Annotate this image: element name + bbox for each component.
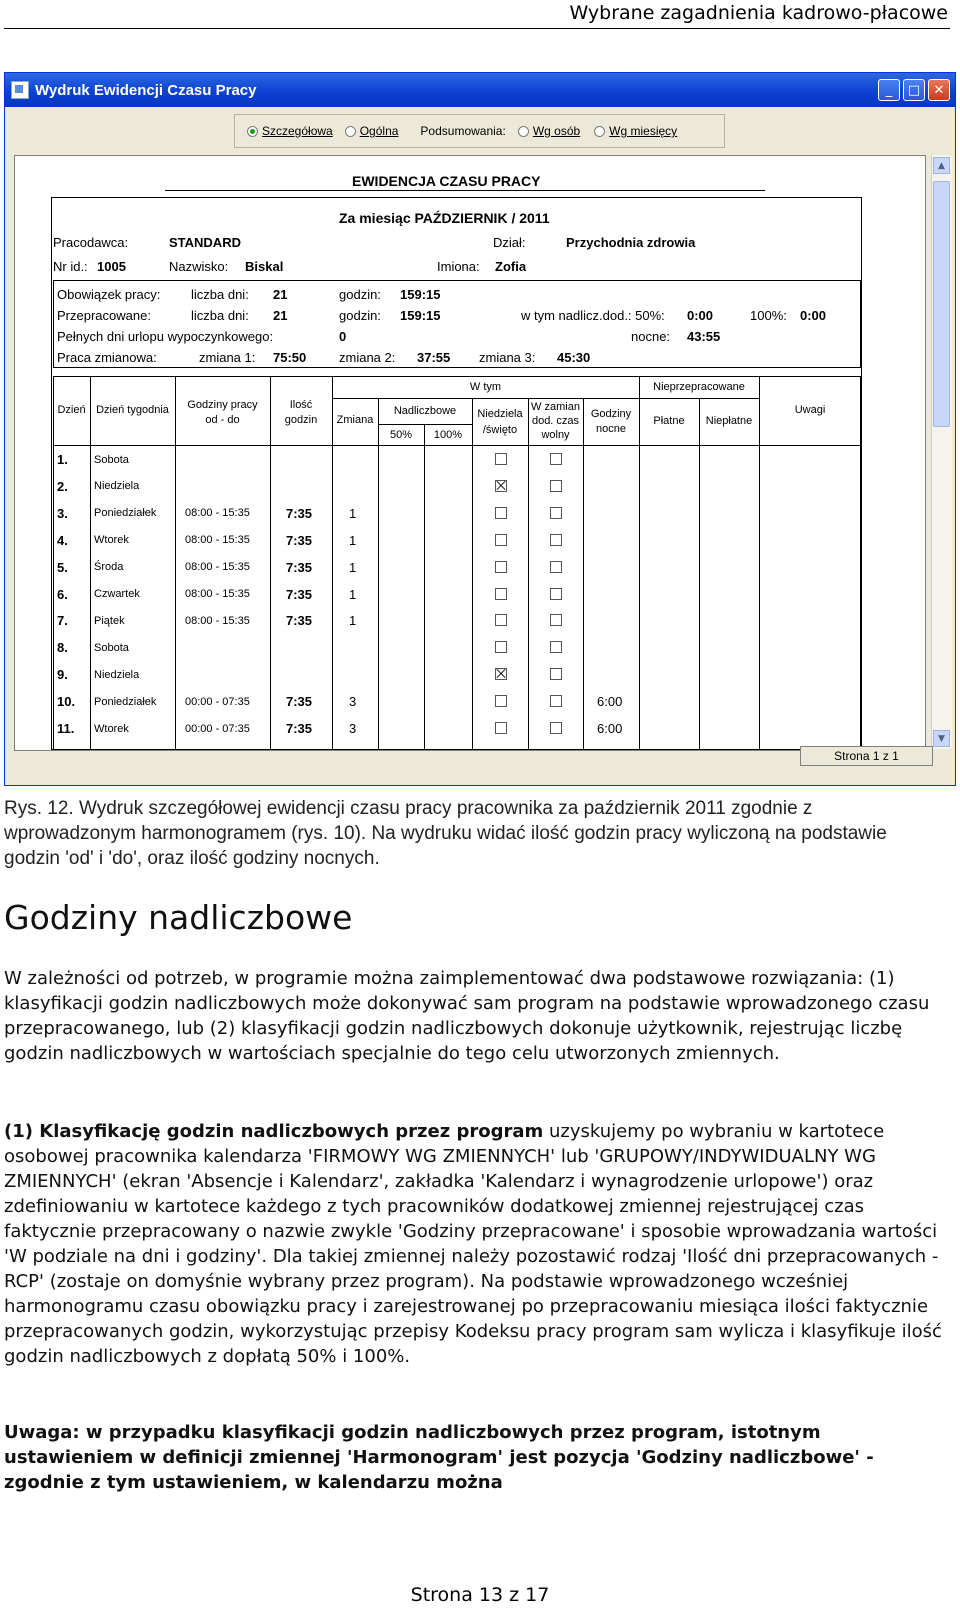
figure-caption: Rys. 12. Wydruk szczegółowej ewidencji czasu pracy pracownika za październik 2011 zgodnie z wprowadzonym harmonogramem (rys. 10). Na wydruku widać ilość godzin pracy wyliczoną na podstawie godzin 'od' i 'do', oraz ilość godziny nocnych. bbox=[4, 798, 887, 869]
liczba-dni-label: liczba dni: bbox=[191, 287, 249, 302]
nadlicz-rule bbox=[378, 424, 472, 425]
zmiana3-label: zmiana 3: bbox=[479, 350, 536, 365]
work-hours: 00:00 - 07:35 bbox=[185, 722, 250, 735]
zmiana1-value: 75:50 bbox=[273, 350, 307, 365]
summary-label-text: Podsumowania: bbox=[420, 124, 506, 138]
col-swieto: /święto bbox=[482, 424, 518, 436]
checkbox-checked-icon bbox=[495, 480, 507, 492]
work-hours: 08:00 - 15:35 bbox=[185, 588, 250, 600]
shift: 1 bbox=[349, 559, 357, 575]
pct100-label: 100%: bbox=[750, 308, 787, 323]
nocne-label: nocne: bbox=[631, 329, 671, 344]
col-godziny-pracy: Godziny pracy bbox=[187, 399, 258, 411]
col-nadliczbowe: Nadliczbowe bbox=[393, 405, 457, 417]
table-row bbox=[15, 607, 926, 634]
table-row bbox=[15, 581, 926, 608]
imiona-label: Imiona: bbox=[437, 259, 480, 274]
radio-szczegolowa[interactable] bbox=[247, 124, 333, 138]
note-paragraph: Uwaga: w przypadku klasyfikacji godzin nadliczbowych przez program, istotnym ustawieniem w definicji zmiennej 'Harmonogram' jest pozycja 'Godziny nadliczbowe' - zgodnie z tym ustawieniem, w kalendarzu można bbox=[4, 1422, 874, 1493]
col-wtym: W tym bbox=[469, 381, 502, 393]
table-row bbox=[15, 500, 926, 527]
checkbox-checked-icon bbox=[495, 668, 507, 680]
close-button[interactable]: ✕ bbox=[928, 79, 950, 101]
checkbox-icon bbox=[495, 695, 507, 707]
col-nocne-1: Godziny bbox=[590, 408, 632, 420]
paragraph-1: W zależności od potrzeb, w programie można zaimplementować dwa podstawowe rozwiązania: (1) klasyfikacji godzin nadliczbowych może dokonywać sam program na podstawie wprowadzonego czasu przepracowanego, lub (2) klasyfikacji godzin nadliczbowych dokonuje użytkownik, rejestrując liczbę godzin nadliczbowych w wartościach specjalnie do tego celu utworzonych zmiennych. bbox=[4, 968, 930, 1064]
hours-count: 7:35 bbox=[286, 505, 313, 521]
radio-icon[interactable] bbox=[594, 126, 605, 137]
vertical-scrollbar[interactable] bbox=[931, 155, 952, 749]
table-row bbox=[15, 661, 926, 688]
night-hours: 6:00 bbox=[597, 721, 623, 736]
przepracowane-godzin: 159:15 bbox=[400, 308, 441, 323]
maximize-button[interactable]: □ bbox=[903, 79, 925, 101]
weekday: Wtorek bbox=[94, 722, 129, 735]
day-number: 9. bbox=[57, 667, 68, 683]
table-row bbox=[15, 554, 926, 581]
col-nieprzepracowane: Nieprzepracowane bbox=[653, 381, 745, 393]
day-number: 6. bbox=[57, 586, 68, 602]
przepracowane-dni: 21 bbox=[273, 308, 288, 323]
nrid-value: 1005 bbox=[97, 259, 126, 274]
checkbox-icon bbox=[550, 695, 562, 707]
dzial-value: Przychodnia zdrowia bbox=[566, 235, 696, 250]
weekday: Sobota bbox=[94, 641, 129, 654]
radio-label: Wg miesięcy bbox=[609, 124, 678, 138]
liczba-dni-label: liczba dni: bbox=[191, 308, 249, 323]
col-nieplatne: Niepłatne bbox=[705, 415, 753, 427]
window-title: Wydruk Ewidencji Czasu Pracy bbox=[35, 81, 257, 99]
nrid-label: Nr id.: bbox=[53, 259, 88, 274]
checkbox-icon bbox=[495, 507, 507, 519]
zmiana1-label: zmiana 1: bbox=[199, 350, 256, 365]
checkbox-icon bbox=[495, 588, 507, 600]
radio-label: Ogólna bbox=[359, 124, 399, 138]
zmianowa-label: Praca zmianowa: bbox=[57, 350, 157, 365]
scroll-up-icon[interactable]: ▲ bbox=[933, 157, 950, 174]
checkbox-icon bbox=[550, 480, 562, 492]
print-window bbox=[4, 72, 956, 786]
checkbox-icon bbox=[550, 453, 562, 465]
checkbox-icon bbox=[550, 507, 562, 519]
pracodawca-label: Pracodawca: bbox=[53, 235, 129, 250]
col-dzien-tyg: Dzień tygodnia bbox=[96, 404, 169, 416]
col-nocne-2: nocne bbox=[596, 423, 626, 435]
title-bar[interactable] bbox=[5, 73, 955, 107]
table-row bbox=[15, 527, 926, 554]
checkbox-icon bbox=[495, 641, 507, 653]
work-hours: 08:00 - 15:35 bbox=[185, 507, 250, 520]
weekday: Piątek bbox=[94, 614, 125, 627]
shift: 1 bbox=[349, 613, 357, 629]
work-hours: 08:00 - 15:35 bbox=[185, 534, 250, 547]
day-number: 5. bbox=[57, 559, 68, 575]
col-zmiana: Zmiana bbox=[336, 414, 374, 426]
przepracowane-label: Przepracowane: bbox=[57, 308, 151, 323]
urlop-label: Pełnych dni urlopu wypoczynkowego: bbox=[57, 329, 274, 344]
table-row bbox=[15, 446, 926, 473]
checkbox-icon bbox=[495, 534, 507, 546]
col-niedziela: Niedziela bbox=[477, 408, 523, 420]
weekday: Sobota bbox=[94, 453, 129, 466]
weekday: Czwartek bbox=[94, 588, 140, 600]
zmiana2-value: 37:55 bbox=[417, 350, 451, 365]
summary-label bbox=[420, 124, 505, 138]
radio-icon[interactable] bbox=[345, 126, 356, 137]
section-heading: Godziny nadliczbowe bbox=[4, 898, 353, 937]
hours-count: 7:35 bbox=[286, 559, 313, 575]
shift: 1 bbox=[349, 586, 357, 602]
day-number: 2. bbox=[57, 478, 68, 494]
paragraph-2-bold: (1) Klasyfikację godzin nadliczbowych przez program bbox=[4, 1121, 544, 1142]
radio-wg-osob[interactable] bbox=[518, 124, 580, 138]
page-status: Strona 1 z 1 bbox=[800, 746, 933, 766]
shift: 3 bbox=[349, 721, 357, 736]
godzin-label: godzin: bbox=[339, 287, 381, 302]
urlop-value: 0 bbox=[339, 329, 347, 344]
minimize-button[interactable]: _ bbox=[878, 79, 900, 101]
weekday: Wtorek bbox=[94, 534, 129, 547]
checkbox-icon bbox=[550, 561, 562, 573]
table-row bbox=[15, 688, 926, 715]
col-od-do: od - do bbox=[205, 414, 240, 426]
day-number: 1. bbox=[57, 452, 68, 467]
col-wzamian-1: W zamian bbox=[531, 401, 580, 413]
checkbox-icon bbox=[550, 722, 562, 734]
col-100: 100% bbox=[433, 429, 463, 441]
shift: 1 bbox=[349, 505, 357, 521]
scroll-thumb[interactable] bbox=[933, 181, 950, 427]
checkbox-icon bbox=[550, 641, 562, 653]
summary-box bbox=[53, 280, 861, 368]
checkbox-icon bbox=[495, 722, 507, 734]
report-type-radio-group bbox=[234, 114, 725, 148]
shift: 3 bbox=[349, 694, 357, 710]
hours-count: 7:35 bbox=[286, 694, 313, 710]
zmiana3-value: 45:30 bbox=[557, 350, 591, 365]
nadlicz-100: 0:00 bbox=[800, 308, 827, 323]
weekday: Niedziela bbox=[94, 480, 140, 493]
table-row bbox=[15, 634, 926, 661]
report-title: EWIDENCJA CZASU PRACY bbox=[352, 173, 541, 189]
work-hours: 00:00 - 07:35 bbox=[185, 695, 250, 708]
nazwisko-value: Biskal bbox=[245, 259, 284, 274]
checkbox-icon bbox=[550, 588, 562, 600]
checkbox-icon bbox=[550, 614, 562, 626]
shift: 1 bbox=[349, 532, 357, 548]
scroll-down-icon[interactable]: ▼ bbox=[933, 730, 950, 747]
obowiazek-label: Obowiązek pracy: bbox=[57, 287, 161, 302]
obowiazek-godzin: 159:15 bbox=[400, 287, 441, 302]
col-platne: Płatne bbox=[653, 415, 685, 427]
radio-label: Szczegółowa bbox=[262, 124, 333, 138]
paragraph-2 bbox=[4, 1119, 954, 1369]
day-number: 11. bbox=[57, 721, 75, 736]
checkbox-icon bbox=[550, 534, 562, 546]
col-godzin: godzin bbox=[284, 414, 318, 426]
work-hours: 08:00 - 15:35 bbox=[185, 561, 250, 574]
godzin-label: godzin: bbox=[339, 308, 381, 323]
checkbox-icon bbox=[495, 614, 507, 626]
work-hours: 08:00 - 15:35 bbox=[185, 614, 250, 627]
radio-wg-miesiecy[interactable] bbox=[594, 124, 677, 138]
report-month: Za miesiąc PAŹDZIERNIK / 2011 bbox=[339, 210, 550, 226]
col-uwagi: Uwagi bbox=[794, 404, 826, 416]
hours-count: 7:35 bbox=[286, 721, 313, 736]
nadlicz-label: w tym nadlicz.dod.: 50%: bbox=[521, 308, 665, 323]
nocne-value: 43:55 bbox=[687, 329, 721, 344]
checkbox-icon bbox=[495, 561, 507, 573]
radio-icon[interactable] bbox=[518, 126, 529, 137]
col-dzien: Dzień bbox=[57, 404, 86, 416]
imiona-value: Zofia bbox=[495, 259, 527, 274]
radio-label: Wg osób bbox=[532, 124, 581, 138]
header-rule bbox=[4, 28, 950, 29]
table-row bbox=[15, 715, 926, 742]
hours-count: 7:35 bbox=[286, 586, 313, 602]
day-number: 7. bbox=[57, 613, 68, 629]
app-icon bbox=[11, 81, 29, 99]
checkbox-icon bbox=[495, 453, 507, 465]
weekday: Poniedziałek bbox=[94, 507, 157, 520]
day-number: 3. bbox=[57, 505, 68, 521]
col-wzamian-3: wolny bbox=[541, 429, 570, 441]
weekday: Poniedziałek bbox=[94, 695, 157, 708]
day-number: 4. bbox=[57, 532, 68, 548]
report-preview[interactable] bbox=[14, 155, 926, 751]
col-50: 50% bbox=[389, 429, 413, 441]
page-header: Wybrane zagadnienia kadrowo-płacowe bbox=[569, 2, 948, 24]
zmiana2-label: zmiana 2: bbox=[339, 350, 396, 365]
day-number: 10. bbox=[57, 694, 76, 710]
nazwisko-label: Nazwisko: bbox=[169, 259, 229, 274]
dzial-label: Dział: bbox=[493, 235, 526, 250]
col-ilosc: Ilość bbox=[289, 399, 313, 411]
hours-count: 7:35 bbox=[286, 532, 313, 548]
weekday: Niedziela bbox=[94, 668, 140, 681]
obowiazek-dni: 21 bbox=[273, 287, 288, 302]
day-number: 8. bbox=[57, 640, 68, 656]
table-row bbox=[15, 473, 926, 500]
title-rule bbox=[165, 190, 765, 191]
paragraph-2-text: uzyskujemy po wybraniu w kartotece osobowej pracownika kalendarza 'FIRMOWY WG ZMIENNYCH' lub 'GRUPOWY/INDYWIDUALNY WG ZMIENNYCH' (ekran 'Absencje i Kalendarz', zakładka 'Kalendarz i wynagrodzenie urlopowe') oraz zdefiniowaniu w kartotece każdego z tych pracowników dodatkowej zmiennej rejestrującej czas faktycznie przepracowany o nazwie zwykle 'Godziny przepracowane' i sposobie wprowadzania wartości 'W podziale na dni i godziny'. Dla takiej zmiennej należy pozostawić rodzaj 'Ilość dni przepracowanych - RCP' (zostaje on domyśnie wybrany przez program). Na podstawie wprowadzonego wcześniej harmonogramu czasu obowiązku pracy i zarejestrowanej po przepracowaniu miesiąca ilości faktycznie przepracowanych godzin, wykorzystując przepisy Kodeksu pracy program sam wylicza i klasyfikuje ilość godzin nadliczbowych z dopłatą 50% i 100%. bbox=[4, 1121, 942, 1367]
pracodawca-value: STANDARD bbox=[169, 235, 241, 250]
checkbox-icon bbox=[550, 668, 562, 680]
nadlicz-50: 0:00 bbox=[687, 308, 714, 323]
hours-count: 7:35 bbox=[286, 613, 313, 629]
night-hours: 6:00 bbox=[597, 694, 623, 710]
weekday: Środa bbox=[94, 561, 124, 574]
page-footer: Strona 13 z 17 bbox=[410, 1584, 550, 1606]
radio-ogolna[interactable] bbox=[345, 124, 399, 138]
col-wzamian-2: dod. czas bbox=[531, 415, 580, 427]
radio-selected-icon[interactable] bbox=[247, 126, 258, 137]
